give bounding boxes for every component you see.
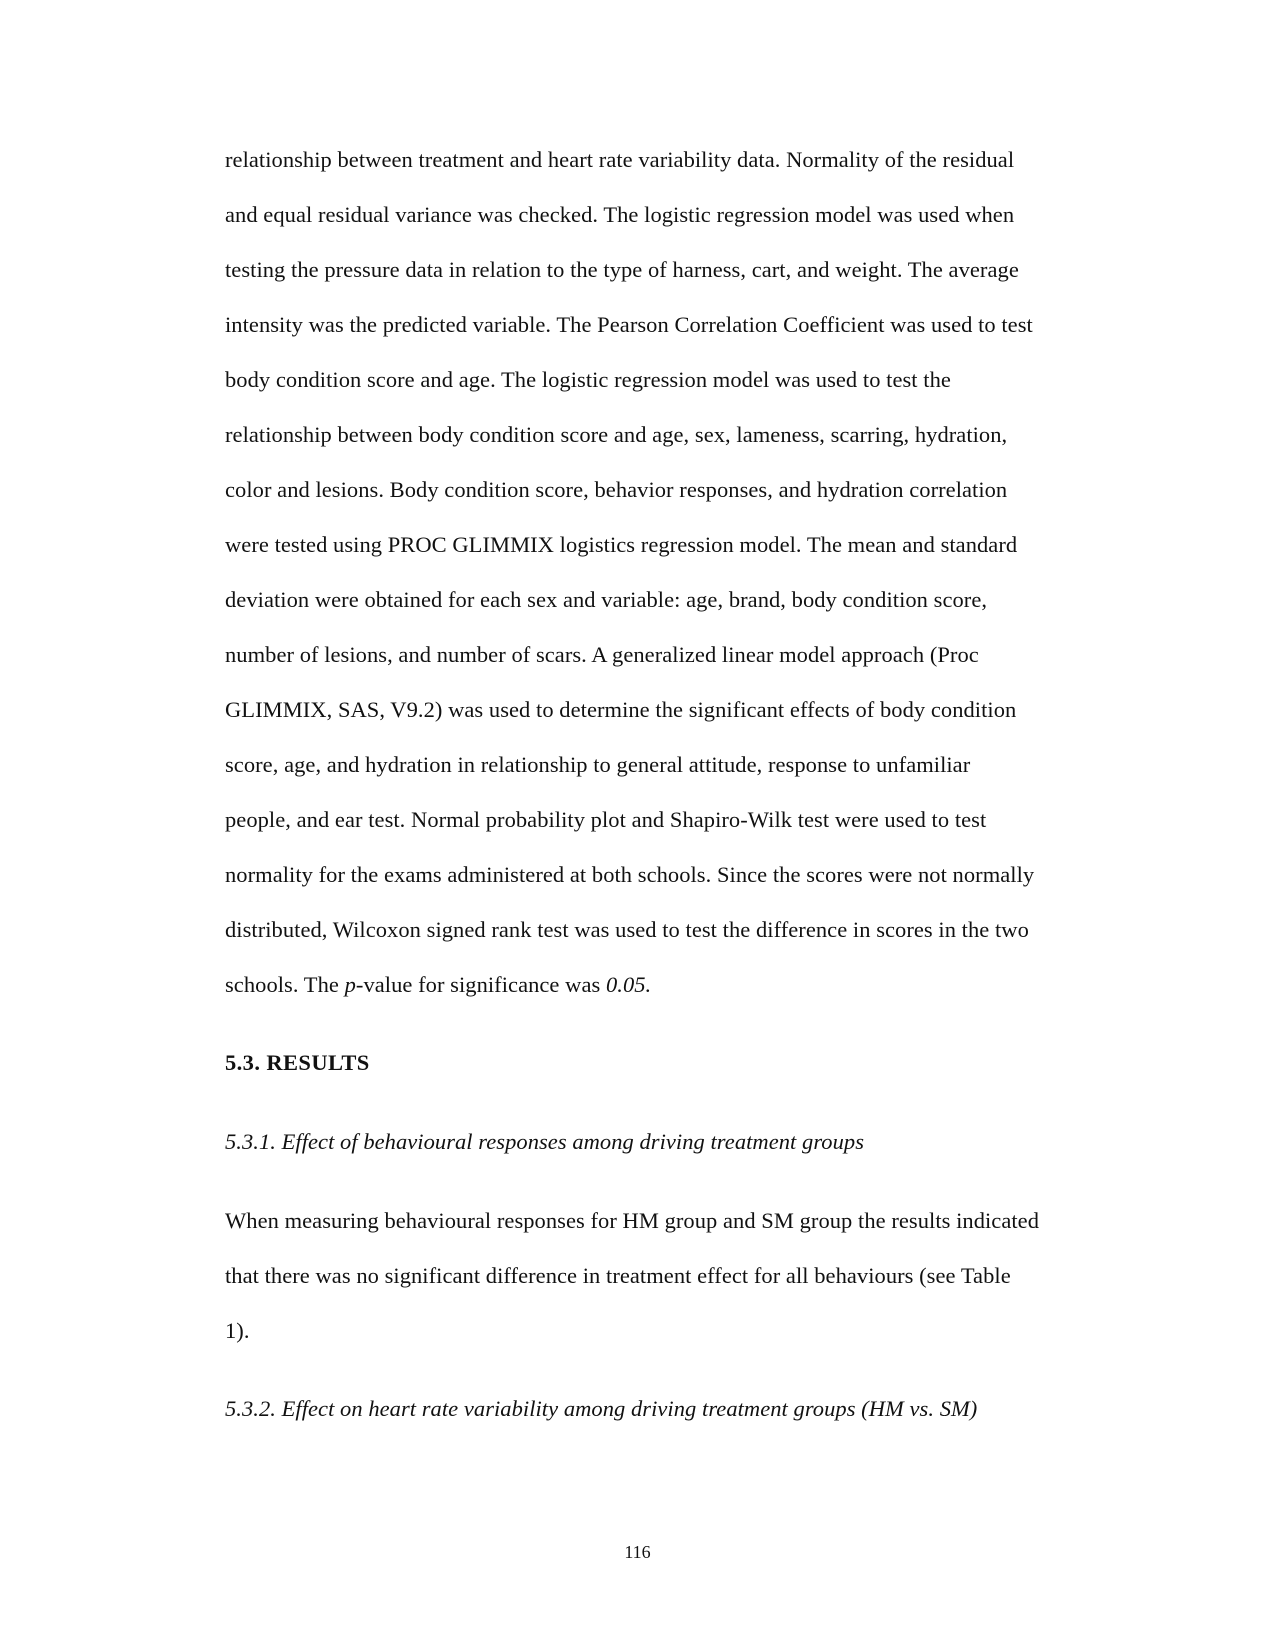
paragraph-line: were tested using PROC GLIMMIX logistics regression model. The mean and standard bbox=[225, 532, 1018, 557]
paragraph-line: GLIMMIX, SAS, V9.2) was used to determine the significant effects of body condition bbox=[225, 697, 1017, 722]
last-line-text: schools. The bbox=[225, 972, 345, 997]
paragraph-line: relationship between body condition score and age, sex, lameness, scarring, hydration, bbox=[225, 422, 1008, 447]
subsection-heading: 5.3.1. Effect of behavioural responses among driving treatment groups bbox=[225, 1129, 865, 1154]
paragraph-last-line bbox=[225, 970, 651, 1000]
paragraph-line: deviation were obtained for each sex and variable: age, brand, body condition score, bbox=[225, 587, 988, 612]
section-heading: 5.3. RESULTS bbox=[225, 1050, 370, 1075]
paragraph-line: distributed, Wilcoxon signed rank test was used to test the difference in scores in the two bbox=[225, 917, 1029, 942]
paragraph-line: When measuring behavioural responses for HM group and SM group the results indicated bbox=[225, 1208, 1040, 1233]
paragraph-line: relationship between treatment and heart rate variability data. Normality of the residual bbox=[225, 147, 1015, 172]
paragraph-line: testing the pressure data in relation to the type of harness, cart, and weight. The average bbox=[225, 257, 1019, 282]
paragraph-line: number of lesions, and number of scars. A generalized linear model approach (Proc bbox=[225, 642, 979, 667]
paragraph-line: score, age, and hydration in relationship to general attitude, response to unfamiliar bbox=[225, 752, 971, 777]
p-variable: p bbox=[344, 972, 356, 997]
paragraph-line: people, and ear test. Normal probability plot and Shapiro-Wilk test were used to test bbox=[225, 807, 987, 832]
page-number: 116 bbox=[624, 1542, 651, 1562]
paragraph-line: body condition score and age. The logistic regression model was used to test the bbox=[225, 367, 951, 392]
last-line-text: -value for significance was bbox=[355, 972, 606, 997]
paragraph-line: that there was no significant difference in treatment effect for all behaviours (see Table bbox=[225, 1263, 1011, 1288]
paragraph-line: and equal residual variance was checked. The logistic regression model was used when bbox=[225, 202, 1015, 227]
significance-value: 0.05. bbox=[605, 972, 652, 997]
subsection-heading: 5.3.2. Effect on heart rate variability among driving treatment groups (HM vs. SM) bbox=[225, 1396, 978, 1421]
paragraph-line: intensity was the predicted variable. The Pearson Correlation Coefficient was used to test bbox=[225, 312, 1033, 337]
paragraph-line: 1). bbox=[225, 1318, 250, 1343]
paragraph-line: color and lesions. Body condition score, behavior responses, and hydration correlation bbox=[225, 477, 1008, 502]
paragraph-line: normality for the exams administered at both schools. Since the scores were not normally bbox=[225, 862, 1035, 887]
